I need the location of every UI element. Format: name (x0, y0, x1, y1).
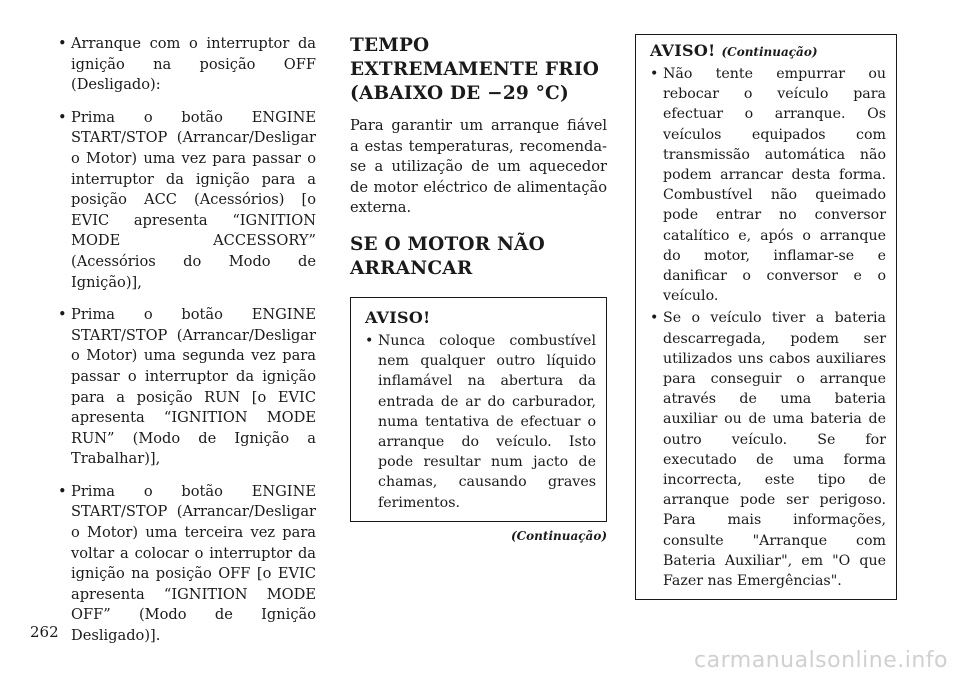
watermark: carmanualsonline.info (694, 648, 948, 673)
list-item-text: • Não tente empurrar ou rebocar o veículo para efectuar o arranque. Os veículos equipados com transmissão automática não podem arrancar desta forma. Combustível não queimado pode entrar no conversor catalítico e, após o arranque do motor, inflamar-se e danificar o conversor e o veículo. (663, 66, 886, 305)
list-item (650, 64, 886, 306)
continued-note: (Continuação) (510, 528, 607, 543)
warning-title (650, 41, 886, 60)
warning-title-text: AVISO! (365, 307, 431, 327)
warning-box (350, 297, 607, 522)
list-item-text: • Nunca coloque combustível nem qualquer outro líquido inflamável na abertura da entrada de ar do carburador, numa tentativa de efectuar o arranque do veículo. Isto pode resultar num jacto de chamas, causando graves ferimentos. (378, 332, 596, 511)
warning-list (365, 331, 596, 513)
section-heading-engine-fails: SE O MOTOR NÃO ARRANCAR (350, 233, 545, 279)
ignition-steps-list (58, 34, 316, 647)
list-item-text: • Prima o botão ENGINE START/STOP (Arrancar/Desligar o Motor) uma vez para passar o interruptor da ignição para a posição ACC (Acessórios) [o EVIC apresenta “IGNITION MODE ACCESSORY” (Acessórios do Modo de Ignição)], (71, 108, 316, 291)
list-item-text: • Prima o botão ENGINE START/STOP (Arrancar/Desligar o Motor) uma terceira vez para voltar a colocar o interruptor da ignição na posição OFF [o EVIC apresenta “IGNITION MODE OFF” (Modo de Ignição Desligado)]. (71, 482, 316, 645)
right-column (635, 34, 897, 600)
list-item (58, 108, 316, 293)
list-item (58, 305, 316, 470)
warning-box-continued (635, 34, 897, 600)
list-item-text: • Se o veículo tiver a bateria descarregada, podem ser utilizados uns cabos auxiliares para conseguir o arranque através de uma bateria auxiliar ou de uma bateria de outro veículo. Se for executado de uma forma incorrecta, este tipo de arranque pode ser perigoso. Para mais informações, consulte "Arranque com Bateria Auxiliar", em "O que Fazer nas Emergências". (663, 310, 886, 590)
section-heading-extreme-cold: TEMPO EXTREMAMENTE FRIO (ABAIXO DE −29 °C) (350, 35, 600, 104)
warning-title (365, 308, 596, 327)
continued-label: (Continuação) (721, 45, 818, 59)
left-column (58, 34, 316, 659)
warning-title-text: AVISO! (650, 41, 716, 60)
middle-column (350, 34, 607, 543)
page-number: 262 (30, 623, 59, 641)
warning-list (650, 64, 886, 591)
extreme-cold-paragraph: Para garantir um arranque fiável a estas temperaturas, recomenda-se a utilização de um aquecedor de motor eléctrico de alimentação externa. (350, 117, 607, 217)
list-item (365, 331, 596, 513)
list-item (650, 308, 886, 591)
list-item-text: • Prima o botão ENGINE START/STOP (Arrancar/Desligar o Motor) uma segunda vez para passar o interruptor da ignição para a posição RUN [o EVIC apresenta “IGNITION MODE RUN” (Modo de Ignição a Trabalhar)], (71, 306, 316, 468)
list-item (58, 482, 316, 647)
list-item (58, 34, 316, 96)
list-item-text: • Arranque com o interruptor da ignição na posição OFF (Desligado): (71, 35, 316, 94)
